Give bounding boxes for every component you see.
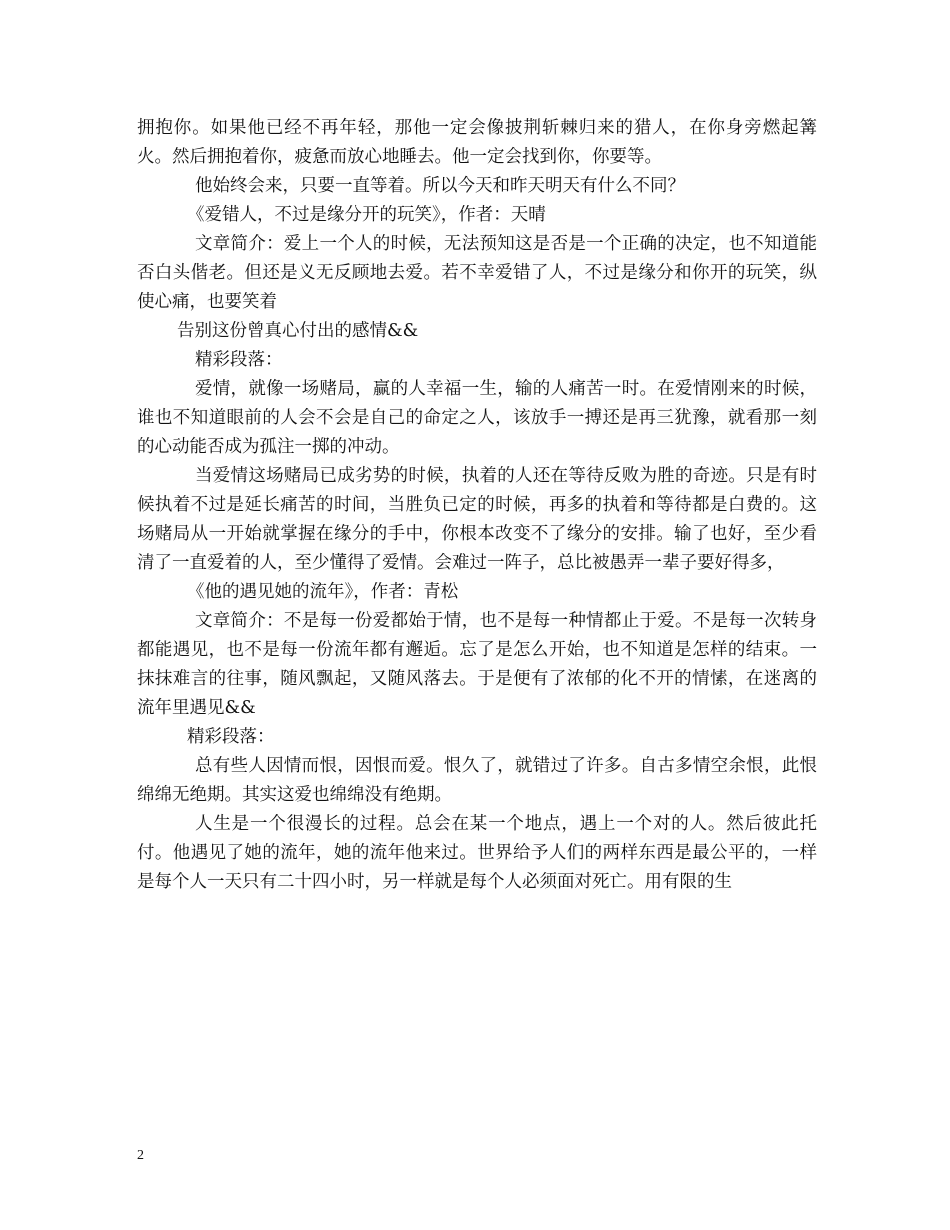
- paragraph: 当爱情这场赌局已成劣势的时候，执着的人还在等待反败为胜的奇迹。只是有时候执着不过是延长痛苦的时间，当胜负已定的时候，再多的执着和等待都是白费的。这场赌局从一开始就掌握在缘分的手中，你根本改变不了缘分的安排。输了也好，至少看清了一直爱着的人，至少懂得了爱情。会难过一阵子，总比被愚弄一辈子要好得多，: [137, 466, 817, 573]
- article-title: 《他的遇见她的流年》，作者：青松: [187, 582, 459, 602]
- article-summary: 文章简介：爱上一个人的时候，无法预知这是否是一个正确的决定，也不知道能否白头偕老。但还是义无反顾地去爱。若不幸爱错了人，不过是缘分和你开的玩笑，纵使心痛，也要笑着: [137, 234, 817, 312]
- paragraph: 总有些人因情而恨，因恨而爱。恨久了，就错过了许多。自古多情空余恨，此恨绵绵无绝期。其实这爱也绵绵没有绝期。: [137, 756, 817, 805]
- section-label: 精彩段落：: [195, 350, 283, 370]
- article-summary: 文章简介：不是每一份爱都始于情，也不是每一种情都止于爱。不是每一次转身都能遇见，也不是每一份流年都有邂逅。忘了是怎么开始，也不知道是怎样的结束。一抹抹难言的往事，随风飘起，又随风落去。于是便有了浓郁的化不开的情愫，在迷离的流年里遇见&&: [137, 611, 817, 718]
- page-number: 2: [137, 1148, 144, 1163]
- paragraph: 他始终会来，只要一直等着。所以今天和昨天明天有什么不同？: [195, 176, 685, 196]
- paragraph: 告别这份曾真心付出的感情&&: [177, 321, 419, 341]
- article-title: 《爱错人，不过是缘分开的玩笑》，作者：天晴: [187, 205, 546, 225]
- paragraph: 拥抱你。如果他已经不再年轻，那他一定会像披荆斩棘归来的猎人，在你身旁燃起篝火。然后拥抱着你，疲惫而放心地睡去。他一定会找到你，你要等。: [137, 118, 817, 167]
- section-label: 精彩段落：: [187, 727, 275, 747]
- paragraph: 爱情，就像一场赌局，赢的人幸福一生，输的人痛苦一时。在爱情刚来的时候，谁也不知道眼前的人会不会是自己的命定之人，该放手一搏还是再三犹豫，就看那一刻的心动能否成为孤注一掷的冲动。: [137, 379, 817, 457]
- paragraph: 人生是一个很漫长的过程。总会在某一个地点，遇上一个对的人。然后彼此托付。他遇见了她的流年，她的流年他来过。世界给予人们的两样东西是最公平的，一样是每个人一天只有二十四小时，另一样就是每个人必须面对死亡。用有限的生: [137, 814, 817, 892]
- body-text: [137, 114, 817, 897]
